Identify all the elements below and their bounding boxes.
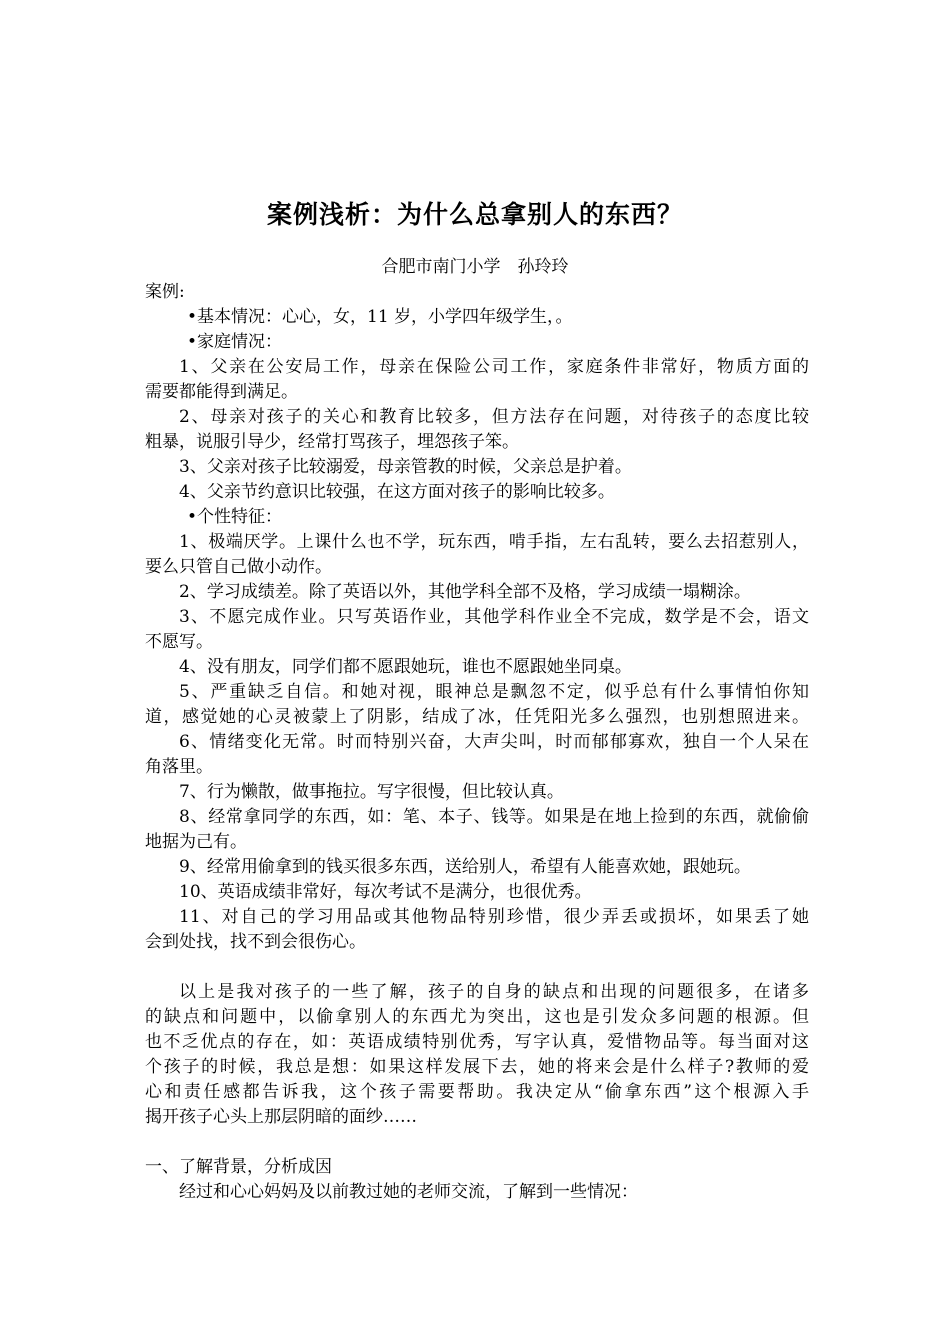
author-line: 合肥市南门小学 孙玲玲 xyxy=(381,257,569,277)
paragraph-gap xyxy=(145,1130,809,1155)
trait-item-1-line-1: 1、极端厌学。上课什么也不学，玩东西，啃手指，左右乱转，要么去招惹别人， xyxy=(179,532,809,552)
summary-line-6: 揭开孩子心头上那层阴暗的面纱…… xyxy=(145,1107,417,1127)
trait-item-5-line-1: 5、严重缺乏自信。和她对视，眼神总是飘忽不定，似乎总有什么事情怕你知 xyxy=(179,682,809,702)
trait-item-8-line-1: 8、经常拿同学的东西，如：笔、本子、钱等。如果是在地上捡到的东西，就偷偷 xyxy=(179,807,809,827)
trait-item-6-line-1: 6、情绪变化无常。时而特别兴奋，大声尖叫，时而郁郁寡欢，独自一个人呆在 xyxy=(179,732,809,752)
trait-item-10: 10、英语成绩非常好，每次考试不是满分，也很优秀。 xyxy=(179,882,592,902)
family-item-2-line-2: 粗暴，说服引导少，经常打骂孩子，埋怨孩子笨。 xyxy=(145,432,519,452)
trait-item-6-line-2: 角落里。 xyxy=(145,757,213,777)
trait-item-7: 7、行为懒散，做事拖拉。写字很慢，但比较认真。 xyxy=(179,782,564,802)
bullet-family-heading: •家庭情况： xyxy=(187,332,283,352)
trait-item-11-line-2: 会到处找，找不到会很伤心。 xyxy=(145,932,366,952)
trait-item-5-line-2: 道，感觉她的心灵被蒙上了阴影，结成了冰，任凭阳光多么强烈，也别想照进来。 xyxy=(145,707,809,727)
case-label: 案例: xyxy=(145,282,185,302)
summary-line-4: 个孩子的时候，我总是想：如果这样发展下去，她的将来会是什么样子?教师的爱 xyxy=(145,1057,809,1077)
trait-item-1-line-2: 要么只管自己做小动作。 xyxy=(145,557,332,577)
bullet-basic-info: •基本情况：心心，女，11 岁，小学四年级学生，。 xyxy=(187,307,573,327)
bullet-personality-heading: •个性特征： xyxy=(187,507,283,527)
section-1-intro: 经过和心心妈妈及以前教过她的老师交流，了解到一些情况： xyxy=(179,1182,638,1202)
summary-line-2: 的缺点和问题中，以偷拿别人的东西尤为突出，这也是引发众多问题的根源。但 xyxy=(145,1007,809,1027)
family-item-2-line-1: 2、母亲对孩子的关心和教育比较多，但方法存在问题，对待孩子的态度比较 xyxy=(179,407,809,427)
trait-item-9: 9、经常用偷拿到的钱买很多东西，送给别人，希望有人能喜欢她，跟她玩。 xyxy=(179,857,751,877)
summary-line-3: 也不乏优点的存在，如：英语成绩特别优秀，写字认真，爱惜物品等。每当面对这 xyxy=(145,1032,809,1052)
trait-item-3-line-1: 3、不愿完成作业。只写英语作业，其他学科作业全不完成，数学是不会，语文 xyxy=(179,607,809,627)
summary-line-1: 以上是我对孩子的一些了解，孩子的自身的缺点和出现的问题很多，在诸多 xyxy=(179,982,809,1002)
family-item-3: 3、父亲对孩子比较溺爱，母亲管教的时候，父亲总是护着。 xyxy=(179,457,632,477)
trait-item-8-line-2: 地据为己有。 xyxy=(145,832,247,852)
family-item-1-line-2: 需要都能得到满足。 xyxy=(145,382,298,402)
document-title: 案例浅析：为什么总拿别人的东西？ xyxy=(266,200,683,229)
trait-item-2: 2、学习成绩差。除了英语以外，其他学科全部不及格，学习成绩一塌糊涂。 xyxy=(179,582,751,602)
family-item-1-line-1: 1、父亲在公安局工作，母亲在保险公司工作，家庭条件非常好，物质方面的 xyxy=(179,357,809,377)
paragraph-gap xyxy=(145,955,809,980)
trait-item-4: 4、没有朋友，同学们都不愿跟她玩，谁也不愿跟她坐同桌。 xyxy=(179,657,632,677)
trait-item-3-line-2: 不愿写。 xyxy=(145,632,213,652)
document-body xyxy=(145,280,809,1205)
trait-item-11-line-1: 11、对自己的学习用品或其他物品特别珍惜，很少弄丢或损坏，如果丢了她 xyxy=(179,907,809,927)
family-item-4: 4、父亲节约意识比较强，在这方面对孩子的影响比较多。 xyxy=(179,482,615,502)
summary-line-5: 心和责任感都告诉我，这个孩子需要帮助。我决定从“偷拿东西”这个根源入手 xyxy=(145,1082,809,1102)
section-heading-1: 一、了解背景，分析成因 xyxy=(145,1157,332,1177)
